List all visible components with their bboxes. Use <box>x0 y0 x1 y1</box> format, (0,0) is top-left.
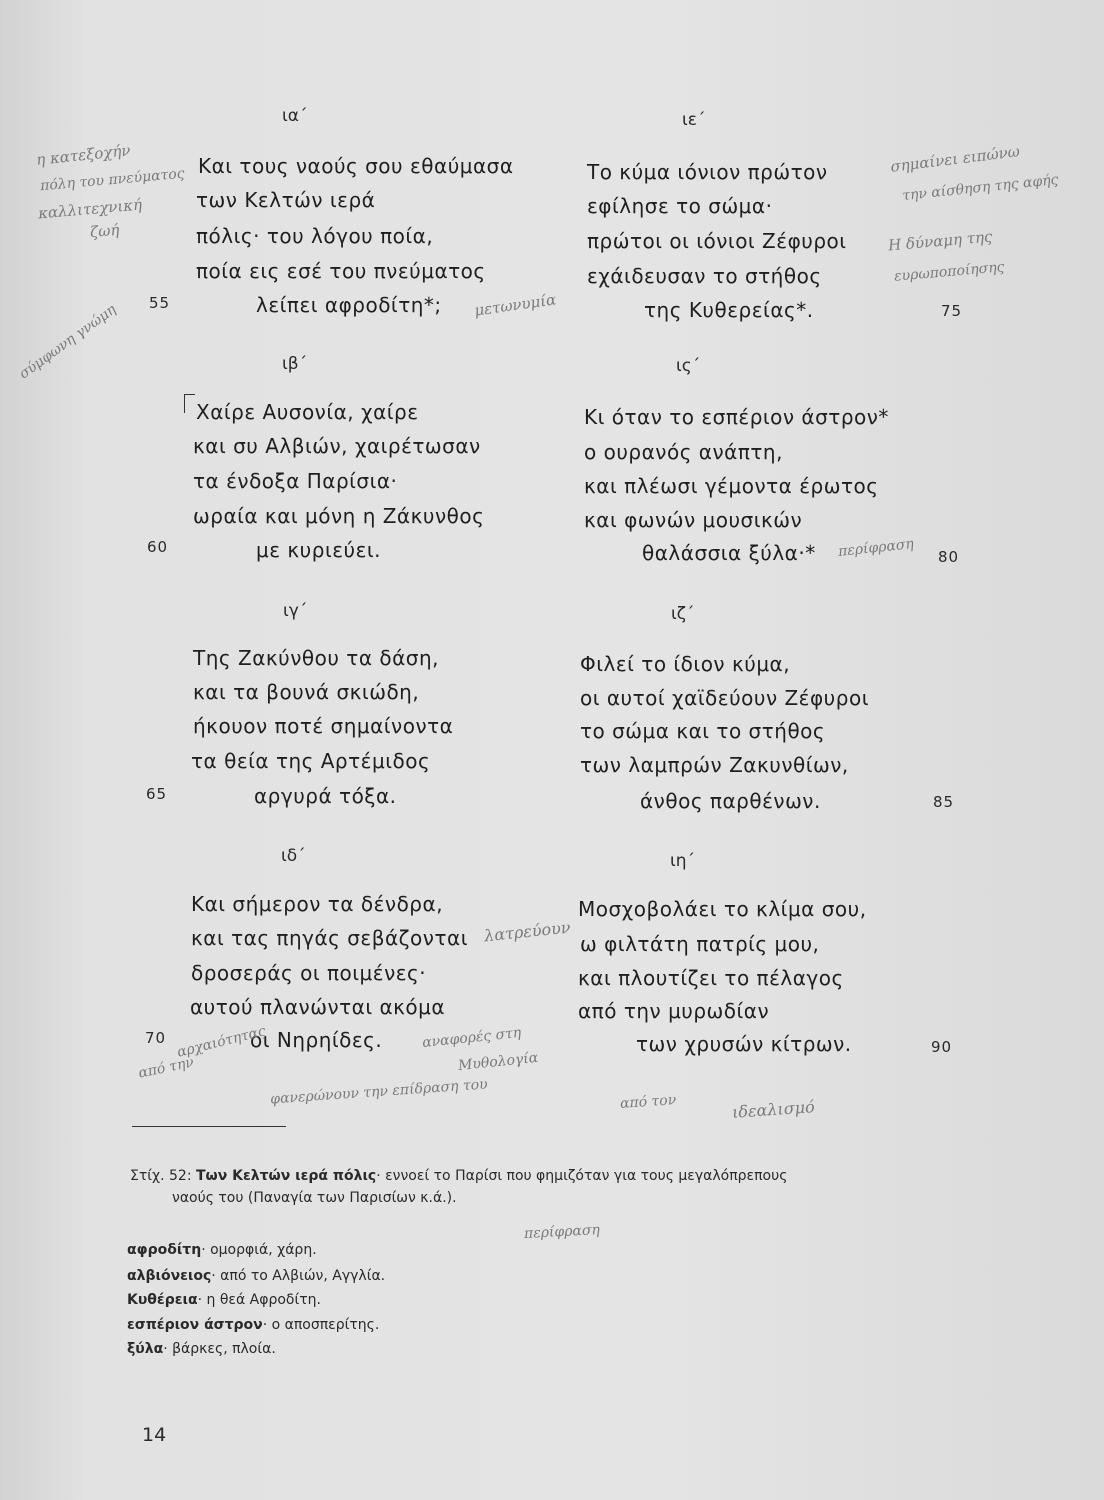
verse-line: Και τους ναούς σου εθαύμασα <box>198 154 514 178</box>
glossary-entry <box>127 1341 276 1357</box>
handwritten-note: ζωή <box>89 220 121 242</box>
verse-line: το σώμα και το στήθος <box>580 719 826 743</box>
stanza-number: ιγ΄ <box>283 601 308 621</box>
handwritten-note: αρχαιότητας <box>175 1023 268 1061</box>
verse-line: λείπει αφροδίτη*; <box>256 293 442 317</box>
stanza-number: ις΄ <box>676 356 701 376</box>
line-number: 80 <box>938 548 960 566</box>
verse-line: και συ Αλβιών, χαιρέτωσαν <box>193 434 481 458</box>
handwritten-note: την αίσθηση της αφής <box>901 171 1060 205</box>
verse-line: Μοσχοβολάει το κλίμα σου, <box>578 897 867 921</box>
glossary-term: εσπέριον άστρον <box>127 1317 263 1333</box>
bracket-mark <box>184 394 195 413</box>
glossary-term: Κυθέρεια <box>127 1292 198 1308</box>
handwritten-note: από τον <box>619 1092 677 1112</box>
glossary-definition: · ομορφιά, χάρη. <box>201 1242 317 1258</box>
glossary-definition: · από το Αλβιών, Αγγλία. <box>211 1268 386 1284</box>
glossary-entry <box>127 1292 321 1308</box>
verse-line: Το κύμα ιόνιον πρώτον <box>587 160 828 184</box>
line-number: 75 <box>941 302 963 320</box>
verse-line: δροσεράς οι ποιμένες· <box>191 961 427 985</box>
verse-line: αυτού πλανώνται ακόμα <box>190 995 446 1019</box>
verse-line: ωραία και μόνη η Ζάκυνθος <box>193 504 485 528</box>
handwritten-note: η κατεξοχήν <box>35 141 132 169</box>
handwritten-note: από την <box>136 1054 196 1082</box>
verse-line: των Κελτών ιερά <box>196 188 376 212</box>
verse-line: της Κυθερείας*. <box>644 298 814 322</box>
handwritten-note: ευρωποποίησης <box>893 259 1006 285</box>
handwritten-note: Η δύναμη της <box>887 227 994 255</box>
handwritten-note: περίφραση <box>523 1222 601 1242</box>
stanza-number: ιη΄ <box>670 851 696 871</box>
handwritten-note: σύμφωνη γνώμη <box>16 301 120 383</box>
verse-line: οι Νηρηίδες. <box>250 1028 383 1052</box>
verse-line: ω φιλτάτη πατρίς μου, <box>580 932 820 956</box>
footnote-term: Των Κελτών ιερά πόλις <box>195 1168 377 1184</box>
page-number: 14 <box>142 1424 167 1446</box>
glossary-entry <box>127 1242 317 1258</box>
verse-line: και τας πηγάς σεβάζονται <box>191 926 468 950</box>
verse-line: ποία εις εσέ του πνεύματος <box>196 259 486 283</box>
glossary-entry <box>127 1317 379 1333</box>
verse-line: Φιλεί το ίδιον κύμα, <box>580 652 791 676</box>
verse-line: και τα βουνά σκιώδη, <box>193 680 420 704</box>
verse-line: ήκουον ποτέ σημαίνοντα <box>193 714 454 738</box>
handwritten-note: φανερώνουν την επίδραση του <box>269 1076 489 1108</box>
stanza-number: ιδ΄ <box>281 846 306 866</box>
footnote-text: · εννοεί το Παρίσι που φημιζόταν για τους μεγαλόπρεπους <box>376 1168 788 1184</box>
verse-line: τα ένδοξα Παρίσια· <box>193 469 398 493</box>
verse-line: Και σήμερον τα δένδρα, <box>191 892 444 916</box>
verse-line: από την μυρωδίαν <box>578 999 770 1023</box>
handwritten-note: ιδεαλισμό <box>731 1097 816 1122</box>
footnote-line-2: ναούς του (Παναγία των Παρισίων κ.ά.). <box>172 1190 457 1206</box>
verse-line: Χαίρε Αυσονία, χαίρε <box>196 400 419 424</box>
glossary-term: αλβιόνειος <box>127 1268 212 1284</box>
handwritten-note: Μυθολογία <box>457 1049 539 1075</box>
verse-line: θαλάσσια ξύλα·* <box>642 541 816 565</box>
footnote-rule <box>132 1126 286 1127</box>
verse-line: ο ουρανός ανάπτη, <box>584 440 783 464</box>
glossary-definition: · η θεά Αφροδίτη. <box>197 1292 321 1308</box>
stanza-number: ιζ΄ <box>671 604 695 624</box>
verse-line: εχάιδευσαν το στήθος <box>587 264 822 288</box>
verse-line: τα θεία της Αρτέμιδος <box>191 749 431 773</box>
glossary-term: αφροδίτη <box>127 1242 202 1258</box>
verse-line: και πλέωσι γέμοντα έρωτος <box>584 474 879 498</box>
line-number: 85 <box>933 793 955 811</box>
verse-line: με κυριεύει. <box>256 538 382 562</box>
handwritten-note: λατρεύουν <box>483 917 572 946</box>
handwritten-note: μετωνυμία <box>473 290 558 320</box>
glossary-definition: · βάρκες, πλοία. <box>163 1341 276 1357</box>
verse-line: εφίλησε το σώμα· <box>587 194 773 218</box>
line-number: 55 <box>149 294 171 312</box>
handwritten-note: καλλιτεχνική <box>37 195 143 223</box>
verse-line: των λαμπρών Ζακυνθίων, <box>580 753 849 777</box>
line-number: 90 <box>931 1038 953 1056</box>
verse-line: των χρυσών κίτρων. <box>636 1032 852 1056</box>
verse-line: πρώτοι οι ιόνιοι Ζέφυροι <box>587 229 847 253</box>
verse-line: πόλις· του λόγου ποία, <box>196 224 434 248</box>
handwritten-note: περίφραση <box>837 536 915 560</box>
handwritten-note: αναφορές στη <box>421 1024 522 1052</box>
verse-line: και φωνών μουσικών <box>584 508 803 532</box>
glossary-entry <box>127 1268 385 1284</box>
verse-line: και πλουτίζει το πέλαγος <box>578 966 844 990</box>
verse-line: Κι όταν το εσπέριον άστρον* <box>584 405 889 429</box>
footnote-prefix: Στίχ. 52: <box>130 1168 196 1184</box>
stanza-number: ιβ΄ <box>282 354 308 374</box>
footnote-line-1 <box>130 1168 787 1184</box>
handwritten-note: πόλη του πνεύματος <box>39 165 186 195</box>
line-number: 65 <box>146 785 168 803</box>
verse-line: αργυρά τόξα. <box>254 784 397 808</box>
line-number: 60 <box>147 538 169 556</box>
verse-line: Της Ζακύνθου τα δάση, <box>193 646 440 670</box>
glossary-term: ξύλα <box>127 1341 164 1357</box>
verse-line: οι αυτοί χαϊδεύουν Ζέφυροι <box>580 686 869 710</box>
handwritten-note: σημαίνει ειπώνω <box>889 142 1021 176</box>
verse-line: άνθος παρθένων. <box>640 789 821 813</box>
stanza-number: ια΄ <box>282 106 308 126</box>
line-number: 70 <box>145 1029 167 1047</box>
glossary-definition: · ο αποσπερίτης. <box>262 1317 380 1333</box>
stanza-number: ιε΄ <box>682 110 706 130</box>
